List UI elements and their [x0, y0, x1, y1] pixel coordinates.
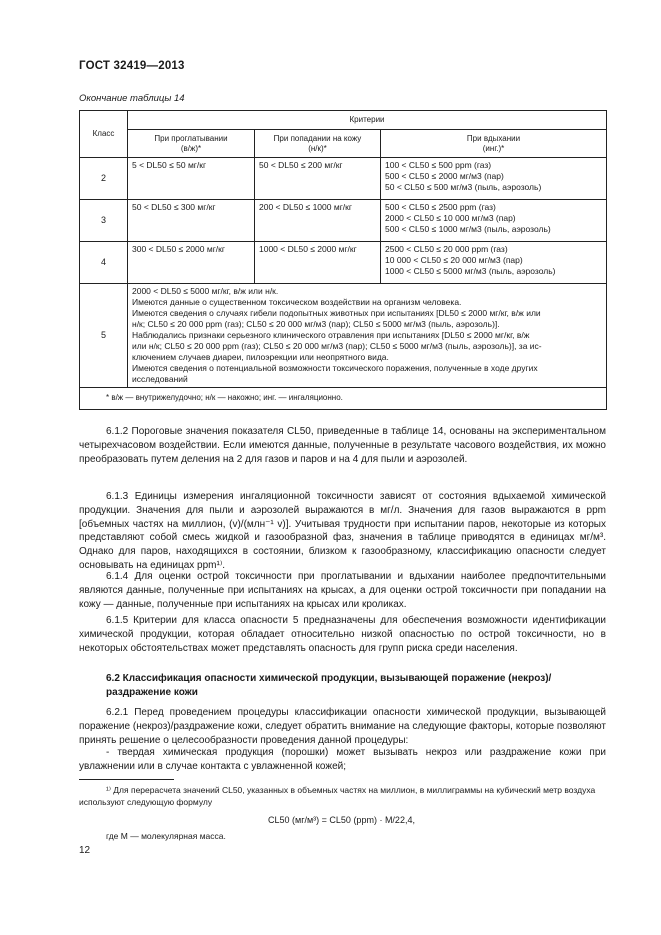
inhalation-gas: 2500 < CL50 ≤ 20 000 ppm (газ): [385, 244, 508, 254]
inhalation-gas: 100 < CL50 ≤ 500 ppm (газ): [385, 160, 492, 170]
dermal-cell: 50 < DL50 ≤ 200 мг/кг: [255, 158, 381, 200]
table-row: [80, 158, 607, 200]
inhalation-dust: 500 < CL50 ≤ 1000 мг/м3 (пыль, аэрозоль): [385, 224, 551, 234]
footnote-where: где M — молекулярная масса.: [106, 831, 226, 841]
header-oral: [128, 130, 255, 158]
class-5-line: Имеются сведения о потенциальной возможности токсического поражения, полученные в ходе других: [132, 363, 538, 373]
paragraph-6-1-5: [79, 614, 606, 655]
inhalation-vapour: 2000 < CL50 ≤ 10 000 мг/м3 (пар): [385, 213, 516, 223]
header-inhalation: [381, 130, 607, 158]
header-dermal-abbr: (н/к)*: [308, 143, 327, 153]
class-5-criteria: [128, 284, 607, 388]
paragraph-6-1-4: [79, 570, 606, 611]
paragraph-text: 6.1.3 Единицы измерения ингаляционной токсичности зависят от состояния вдыхаемой химической продукции. Значения для пыли и аэрозолей выражаются в мг/л. Значения для газов выражаются в ppm [объемных частях на миллион, (v)/(млн⁻¹ v)]. Учитывая трудности при испытании паров, некоторые из которых представляют собой смесь жидкой и газообразной фаз, значения в таблице приводятся в единицах мг/м³. Однако для паров, находящихся в состоянии, близком к газообразному, классификацию опасности следует основывать на единицах ppm¹⁾.: [79, 491, 606, 571]
paragraph-list-item: [79, 746, 606, 774]
paragraph-text: 6.1.4 Для оценки острой токсичности при проглатывании и вдыхании наиболее предпочтительными являются данные, полученные при испытаниях на крысах, а для оценки острой токсичности при попадании на кожу — данные, полученные при испытаниях на крысах или кроликах.: [79, 571, 606, 610]
class-5-line: ключением случаев диареи, пилоэрекции или неопрятного вида.: [132, 352, 389, 362]
class-5-line: Имеются сведения о случаях гибели подопытных животных при испытаниях [DL50 ≤ 2000 мг/кг, в/ж или: [132, 308, 541, 318]
header-inhalation-abbr: (инг.)*: [482, 143, 505, 153]
dermal-cell: 200 < DL50 ≤ 1000 мг/кг: [255, 200, 381, 242]
class-cell: 4: [80, 242, 128, 284]
header-inhalation-label: При вдыхании: [466, 133, 521, 143]
inhalation-vapour: 500 < CL50 ≤ 2000 мг/м3 (пар): [385, 171, 504, 181]
table-row: [80, 242, 607, 284]
footnote-text: ¹⁾ Для перерасчета значений CL50, указанных в объемных частях на миллион, в миллиграммы на кубический метр воздуха используют следующую формулу: [79, 785, 596, 807]
class-cell: 2: [80, 158, 128, 200]
table-row-class-5: [80, 284, 607, 388]
inhalation-cell: [381, 200, 607, 242]
class-5-line: н/к; CL50 ≤ 20 000 ppm (газ); CL50 ≤ 20 000 мг/м3 (пар); CL50 ≤ 5000 мг/м3 (пыль, аэрозоль)].: [132, 319, 500, 329]
table-caption: Окончание таблицы 14: [79, 93, 185, 104]
class-5-line: исследований: [132, 374, 188, 384]
document-header: ГОСТ 32419—2013: [79, 60, 185, 72]
header-dermal: [255, 130, 381, 158]
class-5-line: Имеются данные о существенном токсическом воздействии на организм человека.: [132, 297, 462, 307]
class-cell: 5: [80, 284, 128, 388]
paragraph-6-2-1: [79, 706, 606, 747]
oral-cell: 5 < DL50 ≤ 50 мг/кг: [128, 158, 255, 200]
inhalation-cell: [381, 158, 607, 200]
header-criteria: Критерии: [128, 111, 607, 130]
toxicity-criteria-table: [79, 110, 607, 410]
paragraph-text: 6.1.5 Критерии для класса опасности 5 предназначены для обеспечения возможности идентификации химической продукции, которая обладает относительно низкой опасностью по острой токсичности, но в некоторых обстоятельствах может представлять опасность для групп риска среди населения.: [79, 615, 606, 654]
section-heading-6-2: 6.2 Классификация опасности химической продукции, вызывающей поражение (некроз)/раздражение кожи: [106, 673, 552, 698]
inhalation-vapour: 10 000 < CL50 ≤ 20 000 мг/м3 (пар): [385, 255, 523, 265]
paragraph-text: 6.2.1 Перед проведением процедуры классификации опасности химической продукции, вызывающей поражение (некроз)/раздражение кожи, следует обратить внимание на следующие факторы, которые позволяют принять решение о целесообразности проведения данной процедуры:: [79, 707, 606, 746]
oral-cell: 300 < DL50 ≤ 2000 мг/кг: [128, 242, 255, 284]
footnote-divider: [79, 779, 174, 780]
class-cell: 3: [80, 200, 128, 242]
footnote-formula: CL50 (мг/м³) = CL50 (ppm) · M/22,4,: [268, 815, 415, 825]
dermal-cell: 1000 < DL50 ≤ 2000 мг/кг: [255, 242, 381, 284]
header-oral-abbr: (в/ж)*: [180, 143, 202, 153]
paragraph-text: - твердая химическая продукция (порошки) может вызывать некроз или раздражение кожи при увлажнении или в случае контакта с увлажненной кожей;: [79, 747, 606, 772]
header-dermal-label: При попадании на кожу: [273, 133, 362, 143]
paragraph-6-1-3: [79, 490, 606, 573]
paragraph-6-1-2: [79, 425, 606, 466]
header-oral-label: При проглатывании: [154, 133, 228, 143]
inhalation-cell: [381, 242, 607, 284]
oral-cell: 50 < DL50 ≤ 300 мг/кг: [128, 200, 255, 242]
header-class: Класс: [80, 111, 128, 158]
class-5-line: Наблюдались признаки серьезного клинического отравления при испытаниях [DL50 ≤ 2000 мг/кг, в/ж: [132, 330, 530, 340]
page-number: 12: [79, 845, 91, 856]
table-footnote: * в/ж — внутрижелудочно; н/к — накожно; инг. — ингаляционно.: [80, 388, 607, 410]
table-row: [80, 200, 607, 242]
class-5-line: 2000 < DL50 ≤ 5000 мг/кг, в/ж или н/к.: [132, 286, 279, 296]
class-5-line: или н/к; CL50 ≤ 20 000 ppm (газ); CL50 ≤ 20 000 мг/м3 (пар); CL50 ≤ 5000 мг/м3 (пыль, аэрозоль)], за ис-: [132, 341, 542, 351]
inhalation-gas: 500 < CL50 ≤ 2500 ppm (газ): [385, 202, 496, 212]
inhalation-dust: 50 < CL50 ≤ 500 мг/м3 (пыль, аэрозоль): [385, 182, 542, 192]
inhalation-dust: 1000 < CL50 ≤ 5000 мг/м3 (пыль, аэрозоль): [385, 266, 556, 276]
paragraph-text: 6.1.2 Пороговые значения показателя CL50, приведенные в таблице 14, основаны на экспериментальном четырехчасовом воздействии. Если имеются данные, полученные в результате часового воздействия, их можно преобразовать путем деления на 2 для газов и паров и на 4 для пыли и аэрозолей.: [79, 426, 606, 465]
